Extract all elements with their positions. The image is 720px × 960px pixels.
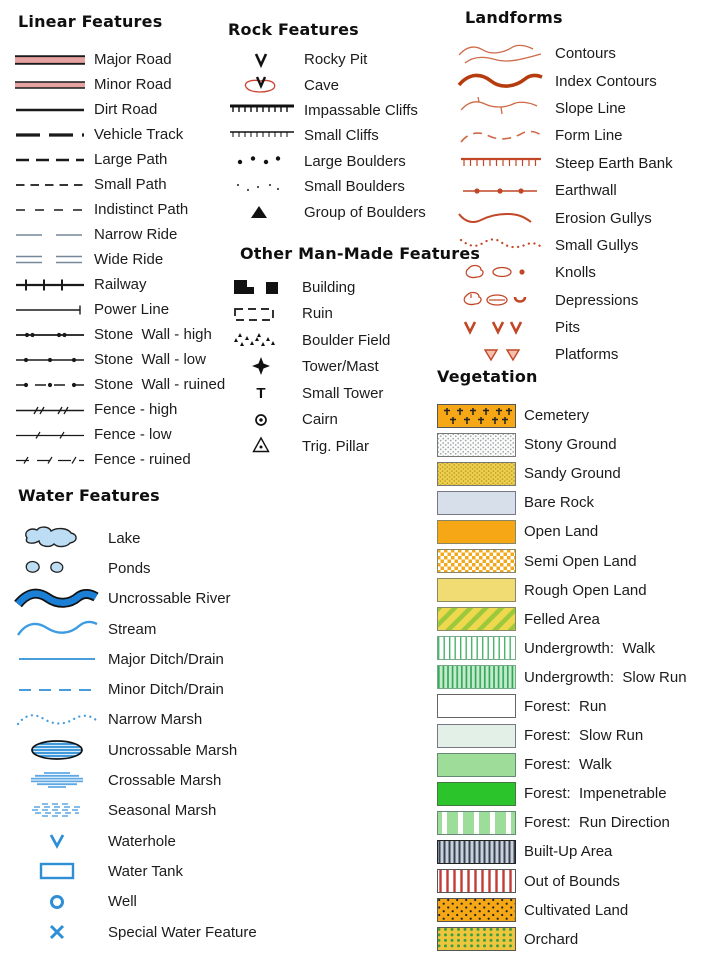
legend-label: Major Road [94, 51, 172, 68]
legend-label: Group of Boulders [304, 203, 426, 221]
legend-label: Stone Wall - low [94, 351, 206, 368]
fence-ruined-icon [14, 450, 86, 470]
large-path-icon [14, 150, 86, 170]
legend-item [437, 808, 720, 837]
stone-wall-high-icon [14, 325, 86, 345]
legend-item [455, 40, 720, 67]
legend-label: Stony Ground [524, 436, 617, 454]
legend-item [14, 372, 230, 397]
ponds-icon [14, 554, 100, 582]
cairn-icon [228, 408, 294, 432]
legend-item [14, 674, 314, 704]
section-landforms [455, 8, 720, 369]
legend-item [437, 750, 720, 779]
well-icon [14, 888, 100, 916]
legend-item [437, 459, 720, 488]
legend-item [14, 796, 314, 826]
svg-text:T: T [256, 385, 266, 403]
legend-label: Cultivated Land [524, 901, 629, 919]
legend-label: Index Contours [555, 72, 657, 90]
legend-label: Undergrowth: Slow Run [524, 668, 687, 686]
legend-label: Power Line [94, 301, 170, 318]
section-water-features [14, 486, 314, 947]
legend-label: Uncrossable Marsh [108, 741, 238, 759]
legend-item [14, 917, 314, 947]
legend-label: Rocky Pit [304, 51, 368, 69]
legend-label: Fence - high [94, 401, 178, 418]
legend-item [455, 95, 720, 122]
bare-rock-icon [437, 491, 516, 515]
legend-label: Form Line [555, 127, 623, 145]
open-land-icon [437, 520, 516, 544]
section-title-landforms: Landforms [465, 8, 563, 27]
legend-item [14, 72, 230, 97]
legend-label: Depressions [555, 291, 639, 309]
legend-label: Minor Road [94, 76, 172, 93]
orchard-icon [437, 927, 516, 951]
legend-label: Boulder Field [302, 331, 391, 349]
legend-label: Wide Ride [94, 251, 164, 268]
legend-label: Out of Bounds [524, 872, 620, 890]
trig-pillar-icon [228, 434, 294, 458]
legend-label: Dirt Road [94, 101, 158, 118]
legend-item [228, 380, 450, 407]
legend-item [14, 197, 230, 222]
building-icon [228, 275, 294, 299]
legend-item [228, 301, 450, 328]
legend-item [14, 247, 230, 272]
sandy-ground-icon [437, 462, 516, 486]
legend-label: Large Path [94, 151, 168, 168]
pits-icon [455, 316, 547, 340]
stone-wall-ruined-icon [14, 375, 86, 395]
lake-icon [14, 524, 100, 552]
legend-label: Minor Ditch/Drain [108, 681, 224, 699]
form-line-icon [455, 124, 547, 148]
minor-ditch-icon [14, 676, 100, 704]
legend-item [14, 322, 230, 347]
legend-item [228, 354, 450, 381]
legend-item [228, 433, 450, 460]
tower-mast-icon [228, 355, 294, 379]
legend-item [455, 259, 720, 286]
special-water-feature-icon [14, 918, 100, 946]
earthwall-icon [455, 179, 547, 203]
legend-label: Forest: Slow Run [524, 727, 644, 745]
legend-list [228, 274, 450, 460]
legend-label: Seasonal Marsh [108, 802, 217, 820]
seasonal-marsh-icon [14, 797, 100, 825]
stony-ground-icon [437, 433, 516, 457]
impassable-cliffs-icon [228, 99, 296, 121]
section-title-linear-features: Linear Features [18, 12, 163, 31]
legend-list [14, 47, 230, 472]
legend-label: Water Tank [108, 862, 184, 880]
section-vegetation [437, 367, 720, 954]
legend-label: Railway [94, 276, 147, 293]
legend-label: Open Land [524, 523, 599, 541]
water-tank-icon [14, 857, 100, 885]
legend-label: Forest: Run [524, 697, 607, 715]
legend-item [14, 856, 314, 886]
erosion-gullys-icon [455, 206, 547, 230]
legend-item [437, 576, 720, 605]
forest-slow-run-icon [437, 724, 516, 748]
legend-label: Contours [555, 45, 616, 63]
small-cliffs-icon [228, 125, 296, 147]
legend-label: Platforms [555, 346, 619, 364]
legend-label: Earthwall [555, 182, 617, 200]
legend-item [14, 297, 230, 322]
legend-label: Small Gullys [555, 236, 639, 254]
legend-item [228, 174, 448, 199]
legend-label: Erosion Gullys [555, 209, 652, 227]
legend-item [455, 122, 720, 149]
legend-item [14, 584, 314, 614]
steep-earth-bank-icon [455, 151, 547, 175]
section-man-made-features [228, 244, 481, 460]
legend-item [14, 222, 230, 247]
legend-label: Stream [108, 620, 157, 638]
legend-label: Major Ditch/Drain [108, 650, 224, 668]
waterhole-icon [14, 827, 100, 855]
legend-item [14, 765, 314, 795]
legend-label: Well [108, 893, 137, 911]
power-line-icon [14, 300, 86, 320]
forest-run-direction-icon [437, 811, 516, 835]
legend-item [228, 123, 448, 148]
legend-item [455, 177, 720, 204]
legend-label: Forest: Walk [524, 756, 612, 774]
legend-label: Ruin [302, 305, 333, 323]
rocky-pit-icon [228, 49, 296, 71]
legend-label: Small Path [94, 176, 167, 193]
legend-item [14, 614, 314, 644]
legend-item [437, 605, 720, 634]
legend-item [437, 779, 720, 808]
wide-ride-icon [14, 250, 86, 270]
legend-item [437, 488, 720, 517]
legend-item [437, 721, 720, 750]
legend-label: Vehicle Track [94, 126, 184, 143]
legend-label: Sandy Ground [524, 465, 621, 483]
narrow-marsh-icon [14, 706, 100, 734]
legend-label: Lake [108, 529, 141, 547]
legend-label: Special Water Feature [108, 923, 257, 941]
legend-label: Stone Wall - high [94, 326, 212, 343]
legend-item [14, 272, 230, 297]
legend-item [14, 705, 314, 735]
legend-label: Crossable Marsh [108, 772, 222, 790]
legend-label: Impassable Cliffs [304, 101, 418, 119]
legend-item [228, 327, 450, 354]
legend-item [14, 172, 230, 197]
legend-label: Cave [304, 76, 340, 94]
legend-list [14, 523, 314, 947]
legend-item [228, 98, 448, 123]
ruin-icon [228, 302, 294, 326]
legend-item [455, 341, 720, 368]
fence-low-icon [14, 425, 86, 445]
legend-label: Forest: Impenetrable [524, 785, 667, 803]
legend-label: Bare Rock [524, 494, 595, 512]
legend-item [14, 644, 314, 674]
legend-item [14, 422, 230, 447]
section-linear-features [14, 12, 230, 472]
legend-item [455, 314, 720, 341]
legend-item [455, 67, 720, 94]
large-boulders-icon [228, 150, 296, 172]
legend-label: Forest: Run Direction [524, 814, 670, 832]
minor-road-icon [14, 75, 86, 95]
boulder-field-icon [228, 328, 294, 352]
legend-item [228, 47, 448, 72]
legend-label: Large Boulders [304, 152, 406, 170]
legend-label: Small Boulders [304, 178, 405, 196]
legend-label: Waterhole [108, 832, 176, 850]
legend-item [14, 147, 230, 172]
legend-label: Stone Wall - ruined [94, 376, 226, 393]
legend-label: Fence - low [94, 426, 172, 443]
legend-item [14, 826, 314, 856]
contours-icon [455, 42, 547, 66]
legend-item [437, 663, 720, 692]
legend-label: Small Tower [302, 384, 384, 402]
legend-label: Rough Open Land [524, 581, 647, 599]
legend-label: Cairn [302, 411, 338, 429]
legend-item [437, 837, 720, 866]
legend-item [455, 150, 720, 177]
legend-item [437, 692, 720, 721]
undergrowth-walk-icon [437, 636, 516, 660]
major-ditch-icon [14, 645, 100, 673]
depressions-icon [455, 288, 547, 312]
legend-item [14, 887, 314, 917]
out-of-bounds-icon [437, 869, 516, 893]
legend-item [437, 867, 720, 896]
legend-label: Felled Area [524, 610, 600, 628]
platforms-icon [455, 343, 547, 367]
stone-wall-low-icon [14, 350, 86, 370]
uncrossable-marsh-icon [14, 736, 100, 764]
legend-label: Uncrossable River [108, 590, 231, 608]
forest-walk-icon [437, 753, 516, 777]
legend-item [228, 149, 448, 174]
small-tower-icon [228, 381, 294, 405]
forest-run-icon [437, 694, 516, 718]
small-boulders-icon [228, 176, 296, 198]
narrow-ride-icon [14, 225, 86, 245]
rough-open-land-icon [437, 578, 516, 602]
cultivated-land-icon [437, 898, 516, 922]
legend-label: Small Cliffs [304, 127, 379, 145]
knolls-icon [455, 261, 547, 285]
legend-label: Fence - ruined [94, 451, 191, 468]
legend-label: Building [302, 278, 356, 296]
legend-item [437, 546, 720, 575]
dirt-road-icon [14, 100, 86, 120]
legend-item [14, 97, 230, 122]
index-contours-icon [455, 69, 547, 93]
legend-label: Undergrowth: Walk [524, 639, 656, 657]
legend-item [228, 72, 448, 97]
legend-label: Orchard [524, 930, 579, 948]
section-rock-features [228, 20, 448, 225]
stream-icon [14, 615, 100, 643]
legend-item [14, 122, 230, 147]
uncrossable-river-icon [14, 585, 100, 613]
built-up-area-icon [437, 840, 516, 864]
legend-label: Ponds [108, 559, 151, 577]
legend-label: Cemetery [524, 407, 590, 425]
legend-label: Trig. Pillar [302, 437, 369, 455]
section-title-rock-features: Rock Features [228, 20, 359, 39]
legend-label: Built-Up Area [524, 843, 613, 861]
indistinct-path-icon [14, 200, 86, 220]
cemetery-icon [437, 404, 516, 428]
legend-label: Tower/Mast [302, 358, 379, 376]
legend-item [14, 447, 230, 472]
legend-label: Indistinct Path [94, 201, 189, 218]
legend-list [228, 47, 448, 225]
undergrowth-slow-run-icon [437, 665, 516, 689]
legend-label: Semi Open Land [524, 552, 637, 570]
legend-label: Steep Earth Bank [555, 154, 673, 172]
legend-label: Narrow Ride [94, 226, 178, 243]
legend-label: Slope Line [555, 99, 626, 117]
forest-impenetrable-icon [437, 782, 516, 806]
legend-item [228, 407, 450, 434]
cave-icon [228, 74, 296, 96]
legend-item [437, 517, 720, 546]
legend-item [437, 896, 720, 925]
legend-item [455, 204, 720, 231]
section-title-man-made-features: Other Man-Made Features [240, 244, 481, 263]
small-gullys-icon [455, 233, 547, 257]
legend-item [437, 634, 720, 663]
legend-item [228, 274, 450, 301]
crossable-marsh-icon [14, 767, 100, 795]
vehicle-track-icon [14, 125, 86, 145]
slope-line-icon [455, 96, 547, 120]
section-title-water-features: Water Features [18, 486, 160, 505]
legend-item [437, 430, 720, 459]
legend-item [14, 397, 230, 422]
group-of-boulders-icon [228, 201, 296, 223]
legend-item [228, 199, 448, 224]
legend-item [14, 735, 314, 765]
fence-high-icon [14, 400, 86, 420]
legend-label: Pits [555, 319, 581, 337]
legend-item [437, 401, 720, 430]
small-path-icon [14, 175, 86, 195]
legend-item [14, 553, 314, 583]
legend-item [455, 287, 720, 314]
section-title-vegetation: Vegetation [437, 367, 538, 386]
legend-item [14, 523, 314, 553]
legend-item [14, 347, 230, 372]
legend-item [437, 925, 720, 954]
felled-area-icon [437, 607, 516, 631]
legend-label: Knolls [555, 264, 596, 282]
legend-list [455, 40, 720, 369]
legend-item [455, 232, 720, 259]
legend-label: Narrow Marsh [108, 711, 203, 729]
major-road-icon [14, 50, 86, 70]
semi-open-land-icon [437, 549, 516, 573]
railway-icon [14, 275, 86, 295]
legend-list [437, 401, 720, 954]
legend-item [14, 47, 230, 72]
